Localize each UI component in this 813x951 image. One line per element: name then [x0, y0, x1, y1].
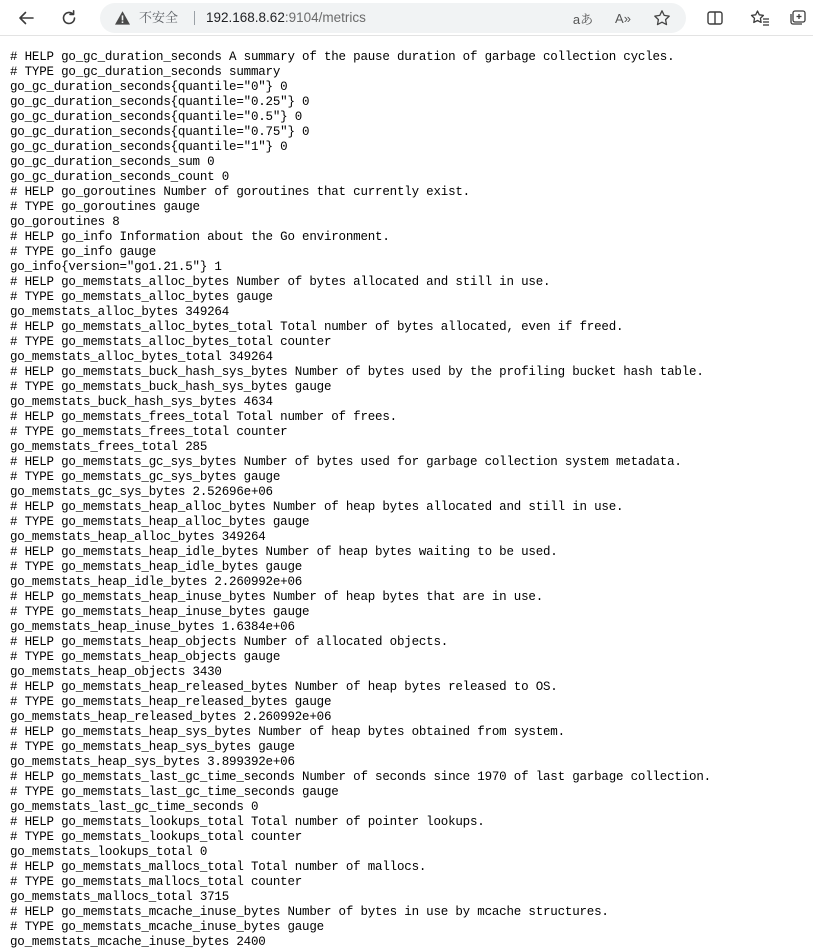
metric-line: # TYPE go_memstats_alloc_bytes gauge	[10, 290, 273, 304]
reload-icon[interactable]	[54, 3, 84, 33]
metric-line: # TYPE go_memstats_heap_idle_bytes gauge	[10, 560, 303, 574]
metric-line: go_gc_duration_seconds_count 0	[10, 170, 230, 184]
metric-line: go_gc_duration_seconds{quantile="0.25"} 0	[10, 95, 310, 109]
favorites-icon[interactable]	[745, 3, 775, 33]
url-host: 192.168.8.62	[206, 10, 285, 25]
metric-line: go_memstats_alloc_bytes_total 349264	[10, 350, 273, 364]
metric-line: # TYPE go_memstats_alloc_bytes_total counter	[10, 335, 332, 349]
read-aloud-icon[interactable]	[612, 8, 634, 28]
metrics-text	[10, 50, 813, 950]
star-icon[interactable]	[651, 8, 673, 28]
translate-icon[interactable]	[572, 8, 594, 28]
metric-line: go_memstats_heap_idle_bytes 2.260992e+06	[10, 575, 303, 589]
metric-line: # HELP go_memstats_heap_objects Number of allocated objects.	[10, 635, 449, 649]
address-divider	[194, 11, 195, 25]
metric-line: go_memstats_buck_hash_sys_bytes 4634	[10, 395, 273, 409]
metric-line: # TYPE go_info gauge	[10, 245, 157, 259]
address-bar[interactable]	[100, 3, 686, 33]
metric-line: # TYPE go_memstats_frees_total counter	[10, 425, 288, 439]
split-screen-icon[interactable]	[700, 3, 730, 33]
metric-line: # TYPE go_memstats_gc_sys_bytes gauge	[10, 470, 281, 484]
metric-line: # HELP go_goroutines Number of goroutines that currently exist.	[10, 185, 470, 199]
metric-line: go_memstats_gc_sys_bytes 2.52696e+06	[10, 485, 273, 499]
metric-line: go_memstats_heap_released_bytes 2.260992e+06	[10, 710, 332, 724]
metric-line: # HELP go_memstats_heap_alloc_bytes Number of heap bytes allocated and still in use.	[10, 500, 624, 514]
metric-line: go_goroutines 8	[10, 215, 120, 229]
metric-line: # TYPE go_memstats_heap_objects gauge	[10, 650, 281, 664]
metric-line: # HELP go_memstats_buck_hash_sys_bytes Number of bytes used by the profiling bucket hash table.	[10, 365, 704, 379]
metric-line: # TYPE go_memstats_heap_alloc_bytes gauge	[10, 515, 310, 529]
metric-line: go_info{version="go1.21.5"} 1	[10, 260, 222, 274]
metric-line: go_memstats_heap_sys_bytes 3.899392e+06	[10, 755, 295, 769]
translate-glyph: aあ	[572, 11, 594, 27]
metric-line: # HELP go_memstats_alloc_bytes Number of bytes allocated and still in use.	[10, 275, 551, 289]
metric-line: # HELP go_info Information about the Go environment.	[10, 230, 390, 244]
metric-line: go_memstats_heap_objects 3430	[10, 665, 222, 679]
metric-line: # HELP go_memstats_mallocs_total Total number of mallocs.	[10, 860, 427, 874]
metric-line: # HELP go_memstats_frees_total Total number of frees.	[10, 410, 397, 424]
metric-line: # TYPE go_memstats_mcache_inuse_bytes gauge	[10, 920, 324, 934]
metric-line: # TYPE go_memstats_heap_sys_bytes gauge	[10, 740, 295, 754]
metric-line: go_memstats_last_gc_time_seconds 0	[10, 800, 259, 814]
metric-line: go_gc_duration_seconds{quantile="0.5"} 0	[10, 110, 303, 124]
metric-line: # TYPE go_goroutines gauge	[10, 200, 200, 214]
metric-line: go_gc_duration_seconds{quantile="1"} 0	[10, 140, 288, 154]
metric-line: # HELP go_memstats_last_gc_time_seconds Number of seconds since 1970 of last garbage collection.	[10, 770, 711, 784]
metric-line: # TYPE go_memstats_heap_released_bytes gauge	[10, 695, 332, 709]
security-status-label[interactable]: 不安全	[139, 10, 179, 25]
collections-icon[interactable]	[788, 3, 813, 33]
metric-line: # TYPE go_memstats_lookups_total counter	[10, 830, 303, 844]
browser-toolbar	[0, 0, 813, 36]
metric-line: # TYPE go_gc_duration_seconds summary	[10, 65, 281, 79]
metric-line: go_gc_duration_seconds_sum 0	[10, 155, 215, 169]
url-text[interactable]	[206, 10, 366, 26]
metric-line: # HELP go_memstats_heap_idle_bytes Number of heap bytes waiting to be used.	[10, 545, 558, 559]
metric-line: # HELP go_memstats_heap_released_bytes Number of heap bytes released to OS.	[10, 680, 558, 694]
metric-line: # HELP go_memstats_lookups_total Total number of pointer lookups.	[10, 815, 485, 829]
metric-line: # HELP go_memstats_gc_sys_bytes Number of bytes used for garbage collection system metadata.	[10, 455, 682, 469]
metric-line: go_gc_duration_seconds{quantile="0.75"} 0	[10, 125, 310, 139]
metric-line: go_memstats_lookups_total 0	[10, 845, 208, 859]
metric-line: go_memstats_mcache_inuse_bytes 2400	[10, 935, 266, 949]
metric-line: go_memstats_alloc_bytes 349264	[10, 305, 230, 319]
metric-line: go_memstats_heap_alloc_bytes 349264	[10, 530, 266, 544]
read-aloud-glyph: A»	[615, 10, 631, 26]
metric-line: go_memstats_frees_total 285	[10, 440, 208, 454]
metric-line: go_gc_duration_seconds{quantile="0"} 0	[10, 80, 288, 94]
metric-line: # TYPE go_memstats_heap_inuse_bytes gauge	[10, 605, 310, 619]
metric-line: # HELP go_gc_duration_seconds A summary of the pause duration of garbage collection cycles.	[10, 50, 675, 64]
metric-line: # HELP go_memstats_alloc_bytes_total Total number of bytes allocated, even if freed.	[10, 320, 624, 334]
url-path: :9104/metrics	[284, 10, 366, 25]
metric-line: # TYPE go_memstats_buck_hash_sys_bytes gauge	[10, 380, 332, 394]
back-arrow-icon[interactable]	[11, 3, 41, 33]
metric-line: # HELP go_memstats_heap_inuse_bytes Number of heap bytes that are in use.	[10, 590, 543, 604]
metric-line: # HELP go_memstats_mcache_inuse_bytes Number of bytes in use by mcache structures.	[10, 905, 609, 919]
metric-line: go_memstats_heap_inuse_bytes 1.6384e+06	[10, 620, 295, 634]
metric-line: go_memstats_mallocs_total 3715	[10, 890, 230, 904]
metric-line: # TYPE go_memstats_last_gc_time_seconds gauge	[10, 785, 339, 799]
metric-line: # TYPE go_memstats_mallocs_total counter	[10, 875, 303, 889]
warning-icon[interactable]	[114, 10, 131, 26]
metric-line: # HELP go_memstats_heap_sys_bytes Number of heap bytes obtained from system.	[10, 725, 565, 739]
